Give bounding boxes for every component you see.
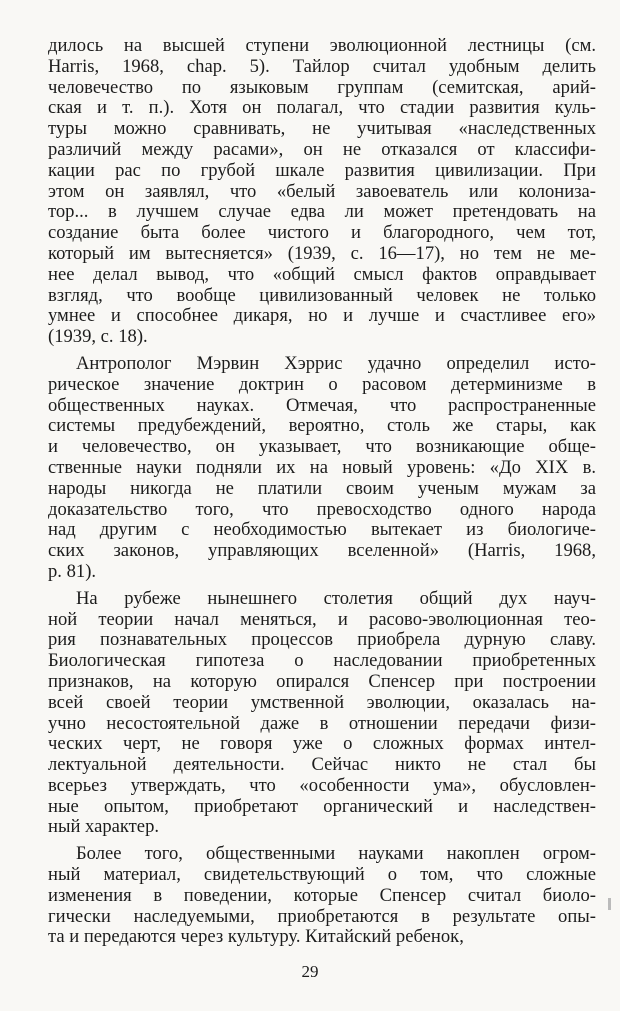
text-line: ный материал, свидетельствующий о том, что сложные [48, 864, 596, 886]
text-line: ческих черт, не говоря уже о сложных формах интел- [48, 733, 596, 755]
text-line: нее делал вывод, что «общий смысл фактов оправдывает [48, 263, 596, 285]
scan-edge-mark [608, 898, 611, 910]
text-line: Harris, 1968, chap. 5). Тайлор считал удобным делить [48, 55, 596, 77]
paragraph [48, 354, 596, 583]
text-line: ских законов, управляющих вселенной» (Harris, 1968, [48, 540, 596, 562]
text-line: народы никогда не платили своим ученым мужам за [48, 477, 596, 499]
text-line: взгляд, что вообще цивилизованный человек не только [48, 284, 596, 306]
text-line: На рубеже нынешнего столетия общий дух науч- [76, 587, 596, 609]
text-line: всерьез утверждать, что «особенности ума», обусловлен- [48, 774, 596, 796]
text-line: дилось на высшей ступени эволюционной лестницы (см. [48, 35, 596, 56]
text-line: гически наследуемыми, приобретаются в результате опы- [48, 905, 596, 927]
text-line: ный характер. [48, 816, 160, 838]
text-line: умнее и способнее дикаря, но и лучше и счастливее его» [48, 305, 596, 327]
text-line: ская и т. п.). Хотя он полагал, что стадии развития куль- [48, 97, 596, 119]
text-line: лектуальной деятельности. Сейчас никто не стал бы [48, 754, 596, 776]
text-line: и человечество, он указывает, что возникающие обще- [48, 436, 596, 458]
text-line: ственные науки подняли их на новый уровень: «До XIX в. [48, 456, 596, 478]
text-line: создание быта более чистого и благородного, чем тот, [48, 222, 596, 244]
text-line: который им вытесняется» (1939, с. 16—17), но тем не ме- [48, 242, 596, 264]
paragraph [48, 844, 596, 948]
text-line: признаков, на которую опирался Спенсер при построении [48, 670, 596, 692]
text-line: Биологическая гипотеза о наследовании приобретенных [48, 650, 596, 672]
text-line: доказательство того, что превосходство одного народа [48, 498, 596, 520]
text-line: та и передаются через культуру. Китайский ребенок, [48, 926, 464, 948]
text-line: p. 81). [48, 560, 97, 582]
paragraph [48, 36, 596, 348]
text-line: туры можно сравнивать, не учитывая «наследственных [48, 118, 596, 140]
body-text [48, 36, 596, 954]
text-line: кации рас по грубой шкале развития цивилизации. При [48, 159, 596, 181]
text-line: над другим с необходимостью вытекает из биологиче- [48, 519, 596, 541]
text-line: (1939, с. 18). [48, 326, 148, 348]
text-line: изменения в поведении, которые Спенсер считал биоло- [48, 884, 596, 906]
text-line: тор... в лучшем случае едва ли может претендовать на [48, 201, 596, 223]
page-number: 29 [301, 962, 319, 981]
text-line: различий между расами», он не отказался от классифи- [48, 138, 596, 160]
text-line: ной теории начал меняться, и расово-эволюционная тео- [48, 608, 596, 630]
text-line: рическое значение доктрин о расовом детерминизме в [48, 373, 596, 395]
paragraph [48, 589, 596, 839]
text-line: учно несостоятельной даже в отношении передачи физи- [48, 712, 596, 734]
text-line: рия познавательных процессов приобрела дурную славу. [48, 629, 596, 651]
text-line: всей своей теории умственной эволюции, оказалась на- [48, 691, 596, 713]
text-line: общественных науках. Отмечая, что распространенные [48, 394, 596, 416]
text-line: ные опытом, приобретают органический и наследствен- [48, 795, 596, 817]
text-line: Более того, общественными науками накоплен огром- [76, 843, 596, 865]
text-line: этом он заявлял, что «белый завоеватель или колониза- [48, 180, 596, 202]
text-line: системы предубеждений, вероятно, столь же стары, как [48, 415, 596, 437]
text-line: Антрополог Мэрвин Хэррис удачно определил исто- [76, 352, 596, 374]
text-line: человечество по языковым группам (семитская, арий- [48, 76, 596, 98]
